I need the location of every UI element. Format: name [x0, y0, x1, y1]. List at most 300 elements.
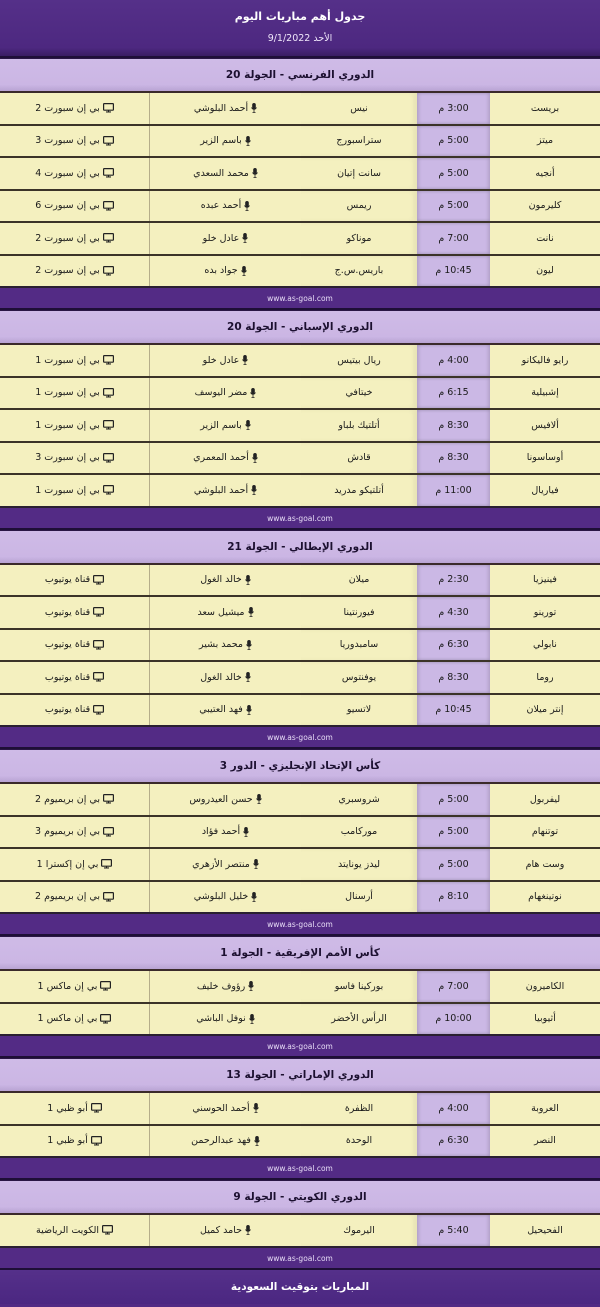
away-team-name: ليدز يونايتد — [338, 858, 380, 870]
match-row — [0, 378, 600, 411]
tv-channel — [0, 817, 150, 848]
away-team — [301, 126, 417, 157]
mic-icon — [245, 672, 251, 682]
home-team-name: ألافيس — [531, 419, 559, 431]
home-team — [490, 662, 600, 693]
commentator — [150, 223, 301, 254]
match-time — [417, 191, 490, 222]
home-team-name: العروبة — [531, 1102, 559, 1114]
match-time-text: 4:30 م — [438, 606, 469, 618]
away-team-name: موركامب — [340, 826, 378, 838]
away-team-name: الرأس الأخضر — [331, 1013, 387, 1025]
channel-name: بي إن سبورت 1 — [35, 354, 100, 366]
channel-name: بي إن بريميوم 3 — [35, 826, 100, 838]
tv-icon — [103, 103, 114, 113]
league-title: الدوري الإيطالي - الجولة 21 — [0, 530, 600, 565]
match-time — [417, 345, 490, 376]
page-title: جدول أهم مباريات اليوم — [234, 10, 366, 23]
commentator — [150, 126, 301, 157]
commentator-name: أحمد البلوشي — [193, 102, 249, 114]
match-time — [417, 565, 490, 596]
away-team-name: خيتافي — [345, 387, 373, 399]
commentator — [150, 597, 301, 628]
match-list — [0, 565, 600, 728]
home-team — [490, 93, 600, 124]
mic-icon — [251, 103, 257, 113]
away-team — [301, 475, 417, 506]
away-team — [301, 410, 417, 441]
tv-channel — [0, 126, 150, 157]
commentator — [150, 93, 301, 124]
match-time-text: 8:10 م — [438, 891, 469, 903]
away-team-name: أتلتيك بلباو — [338, 419, 380, 431]
tv-icon — [103, 388, 114, 398]
match-time-text: 5:00 م — [438, 200, 469, 212]
match-row — [0, 1004, 600, 1037]
match-time-text: 6:30 م — [438, 639, 469, 651]
match-row — [0, 1126, 600, 1159]
home-team-name: إشبيلية — [531, 387, 559, 399]
commentator — [150, 695, 301, 726]
away-team — [301, 1004, 417, 1035]
tv-channel — [0, 475, 150, 506]
away-team-name: اليرموك — [343, 1224, 375, 1236]
away-team — [301, 597, 417, 628]
match-time — [417, 784, 490, 815]
league-section — [0, 1180, 600, 1270]
channel-name: بي إن سبورت 6 — [35, 200, 100, 212]
channel-name: الكويت الرياضية — [35, 1224, 100, 1236]
home-team-name: كليرمون — [528, 200, 562, 212]
match-row — [0, 158, 600, 191]
league-section — [0, 749, 600, 936]
commentator-name: نوفل الباشي — [196, 1013, 246, 1025]
away-team-name: أتلتيكو مدريد — [334, 484, 384, 496]
tv-icon — [103, 420, 114, 430]
tv-icon — [93, 705, 104, 715]
mic-icon — [251, 485, 257, 495]
tv-channel — [0, 1093, 150, 1124]
home-team — [490, 1215, 600, 1246]
match-time-text: 6:30 م — [438, 1135, 469, 1147]
match-time — [417, 475, 490, 506]
commentator-name: محمد السعدي — [193, 167, 249, 179]
commentator-name: باسم الزير — [200, 135, 242, 147]
commentator-name: خالد الغول — [200, 671, 242, 683]
tv-channel — [0, 158, 150, 189]
match-row — [0, 443, 600, 476]
mic-icon — [245, 1225, 251, 1235]
away-team-name: شروسبري — [338, 793, 380, 805]
tv-channel — [0, 695, 150, 726]
match-time — [417, 1093, 490, 1124]
commentator — [150, 849, 301, 880]
home-team — [490, 191, 600, 222]
commentator — [150, 443, 301, 474]
away-team — [301, 378, 417, 409]
channel-name: بي إن سبورت 3 — [35, 135, 100, 147]
tv-icon — [103, 453, 114, 463]
mic-icon — [252, 453, 258, 463]
tv-icon — [101, 859, 112, 869]
tv-channel — [0, 849, 150, 880]
mic-icon — [245, 136, 251, 146]
home-team — [490, 971, 600, 1002]
match-time-text: 5:00 م — [438, 793, 469, 805]
match-list — [0, 345, 600, 508]
away-team — [301, 443, 417, 474]
commentator-name: أحمد البلوشي — [193, 484, 249, 496]
mic-icon — [250, 388, 256, 398]
commentator-name: باسم الزير — [200, 419, 242, 431]
match-time-text: 5:00 م — [438, 826, 469, 838]
away-team-name: باريس.س.ج — [334, 265, 384, 277]
away-team — [301, 93, 417, 124]
home-team — [490, 1126, 600, 1157]
mic-icon — [244, 201, 250, 211]
channel-name: بي إن سبورت 2 — [35, 102, 100, 114]
tv-icon — [103, 136, 114, 146]
tv-channel — [0, 565, 150, 596]
commentator — [150, 1093, 301, 1124]
home-team-name: رايو فاليكانو — [521, 354, 569, 366]
match-time — [417, 378, 490, 409]
mic-icon — [243, 827, 249, 837]
tv-channel — [0, 882, 150, 913]
home-team-name: النصر — [534, 1135, 556, 1147]
mic-icon — [251, 892, 257, 902]
tv-channel — [0, 223, 150, 254]
home-team — [490, 817, 600, 848]
home-team-name: نانت — [536, 232, 554, 244]
match-row — [0, 784, 600, 817]
away-team-name: ريال بيتيس — [337, 354, 381, 366]
commentator-name: أحمد المعمري — [193, 452, 249, 464]
away-team — [301, 223, 417, 254]
tv-channel — [0, 597, 150, 628]
schedule-date: الأحد 9/1/2022 — [267, 33, 333, 44]
away-team — [301, 1126, 417, 1157]
tv-channel — [0, 191, 150, 222]
channel-name: قناة يوتيوب — [44, 574, 91, 586]
mic-icon — [254, 1136, 260, 1146]
mic-icon — [246, 640, 252, 650]
away-team — [301, 565, 417, 596]
away-team-name: موناكو — [346, 232, 372, 244]
match-time — [417, 223, 490, 254]
home-team-name: ميتز — [536, 135, 554, 147]
match-row — [0, 475, 600, 508]
match-time — [417, 256, 490, 287]
match-list — [0, 1215, 600, 1248]
match-time-text: 6:15 م — [438, 387, 469, 399]
tv-channel — [0, 1004, 150, 1035]
home-team-name: وست هام — [525, 858, 565, 870]
league-sections — [0, 58, 600, 1270]
match-row — [0, 223, 600, 256]
site-link[interactable]: www.as-goal.com — [0, 288, 600, 310]
commentator-name: خليل البلوشي — [193, 891, 249, 903]
home-team — [490, 158, 600, 189]
channel-name: بي إن سبورت 2 — [35, 265, 100, 277]
match-row — [0, 1093, 600, 1126]
site-link[interactable]: www.as-goal.com — [0, 1036, 600, 1058]
match-time — [417, 817, 490, 848]
match-time — [417, 410, 490, 441]
commentator-name: جواد بده — [204, 265, 238, 277]
tv-channel — [0, 784, 150, 815]
mic-icon — [249, 1014, 255, 1024]
league-title: الدوري الإماراتي - الجولة 13 — [0, 1058, 600, 1093]
away-team — [301, 971, 417, 1002]
league-section — [0, 530, 600, 750]
channel-name: بي إن سبورت 4 — [35, 167, 100, 179]
match-list — [0, 971, 600, 1036]
home-team-name: إنتر ميلان — [526, 704, 564, 716]
commentator-name: منتصر الأزهري — [192, 858, 250, 870]
channel-name: بي إن ماكس 1 — [37, 980, 98, 992]
mic-icon — [242, 355, 248, 365]
away-team — [301, 630, 417, 661]
channel-name: بي إن ماكس 1 — [37, 1013, 98, 1025]
league-title: الدوري الإسباني - الجولة 20 — [0, 310, 600, 345]
commentator — [150, 630, 301, 661]
channel-name: قناة يوتيوب — [44, 704, 91, 716]
away-team-name: سانت إتيان — [337, 167, 381, 179]
mic-icon — [248, 981, 254, 991]
home-team — [490, 784, 600, 815]
timezone-note: المباريات بتوقيت السعودية — [0, 1270, 600, 1304]
home-team-name: ليفربول — [529, 793, 561, 805]
tv-icon — [103, 485, 114, 495]
away-team-name: ريمس — [346, 200, 372, 212]
match-row — [0, 126, 600, 159]
mic-icon — [253, 1103, 259, 1113]
commentator-name: عادل خلو — [202, 354, 240, 366]
tv-icon — [103, 233, 114, 243]
home-team-name: روما — [536, 671, 554, 683]
match-row — [0, 597, 600, 630]
away-team-name: يوفنتوس — [341, 671, 377, 683]
commentator-name: أحمد عبده — [200, 200, 242, 212]
league-section — [0, 310, 600, 530]
channel-name: بي إن إكسترا 1 — [36, 858, 99, 870]
home-team — [490, 882, 600, 913]
match-time-text: 11:00 م — [435, 484, 472, 496]
home-team — [490, 630, 600, 661]
commentator-name: فهد عبدالرحمن — [191, 1135, 251, 1147]
commentator — [150, 662, 301, 693]
tv-icon — [100, 1014, 111, 1024]
match-time — [417, 93, 490, 124]
commentator-name: أحمد فؤاد — [201, 826, 241, 838]
commentator — [150, 1215, 301, 1246]
tv-icon — [93, 575, 104, 585]
channel-name: قناة يوتيوب — [44, 671, 91, 683]
home-team — [490, 378, 600, 409]
away-team-name: ستراسبورج — [336, 135, 382, 147]
home-team — [490, 597, 600, 628]
channel-name: قناة يوتيوب — [44, 606, 91, 618]
mic-icon — [245, 420, 251, 430]
home-team — [490, 345, 600, 376]
home-team-name: فينيزيا — [533, 574, 557, 586]
league-title: كأس الإتحاد الإنجليزي - الدور 3 — [0, 749, 600, 784]
match-list — [0, 784, 600, 914]
match-row — [0, 191, 600, 224]
away-team-name: أرسنال — [345, 891, 373, 903]
tv-icon — [100, 981, 111, 991]
away-team — [301, 158, 417, 189]
commentator-name: ميشيل سعد — [197, 606, 245, 618]
league-title: الدوري الفرنسي - الجولة 20 — [0, 58, 600, 93]
tv-icon — [103, 892, 114, 902]
match-time — [417, 597, 490, 628]
away-team-name: فيورنتينا — [343, 606, 375, 618]
mic-icon — [241, 266, 247, 276]
mic-icon — [246, 705, 252, 715]
home-team — [490, 126, 600, 157]
away-team-name: لاتسيو — [346, 704, 372, 716]
match-time — [417, 630, 490, 661]
home-team-name: أنجيه — [535, 167, 555, 179]
mic-icon — [253, 859, 259, 869]
match-list — [0, 1093, 600, 1158]
tv-icon — [102, 1225, 113, 1235]
tv-icon — [103, 794, 114, 804]
match-time — [417, 849, 490, 880]
away-team-name: بوركينا فاسو — [334, 980, 384, 992]
match-time-text: 4:00 م — [438, 354, 469, 366]
channel-name: قناة يوتيوب — [44, 639, 91, 651]
away-team — [301, 191, 417, 222]
commentator — [150, 158, 301, 189]
match-time-text: 5:40 م — [438, 1224, 469, 1236]
tv-channel — [0, 971, 150, 1002]
mic-icon — [252, 168, 258, 178]
match-time-text: 8:30 م — [438, 419, 469, 431]
channel-name: بي إن سبورت 3 — [35, 452, 100, 464]
home-team — [490, 256, 600, 287]
match-row — [0, 410, 600, 443]
match-time-text: 3:00 م — [438, 102, 469, 114]
tv-icon — [103, 168, 114, 178]
home-team — [490, 475, 600, 506]
league-section — [0, 1058, 600, 1180]
commentator-name: حسن العيدروس — [189, 793, 253, 805]
match-time-text: 5:00 م — [438, 858, 469, 870]
mic-icon — [242, 233, 248, 243]
tv-channel — [0, 345, 150, 376]
commentator — [150, 1004, 301, 1035]
channel-name: بي إن سبورت 2 — [35, 232, 100, 244]
commentator-name: حامد كميل — [200, 1224, 242, 1236]
tv-icon — [93, 672, 104, 682]
match-list — [0, 93, 600, 288]
commentator-name: رؤوف خليف — [196, 980, 246, 992]
home-team — [490, 849, 600, 880]
site-link[interactable]: www.as-goal.com — [0, 508, 600, 530]
home-team-name: بريست — [530, 102, 560, 114]
league-section — [0, 58, 600, 310]
away-team — [301, 662, 417, 693]
tv-channel — [0, 410, 150, 441]
home-team-name: أثيوبيا — [534, 1013, 556, 1025]
away-team-name: قادش — [347, 452, 371, 464]
match-time — [417, 158, 490, 189]
match-time — [417, 1126, 490, 1157]
commentator — [150, 1126, 301, 1157]
home-team-name: نابولي — [533, 639, 557, 651]
commentator — [150, 784, 301, 815]
commentator-name: أحمد الحوسني — [192, 1102, 250, 1114]
home-team — [490, 223, 600, 254]
site-link[interactable]: www.as-goal.com — [0, 1248, 600, 1270]
away-team-name: سامبدوريا — [339, 639, 379, 651]
away-team — [301, 345, 417, 376]
match-time-text: 4:00 م — [438, 1102, 469, 1114]
tv-channel — [0, 443, 150, 474]
home-team — [490, 1004, 600, 1035]
match-time-text: 10:00 م — [435, 1013, 472, 1025]
tv-channel — [0, 1126, 150, 1157]
commentator — [150, 256, 301, 287]
match-row — [0, 93, 600, 126]
away-team-name: الوحدة — [345, 1135, 373, 1147]
commentator — [150, 191, 301, 222]
league-title: كأس الأمم الإفريقية - الجولة 1 — [0, 936, 600, 971]
channel-name: بي إن بريميوم 2 — [35, 793, 100, 805]
tv-channel — [0, 630, 150, 661]
commentator — [150, 882, 301, 913]
tv-channel — [0, 378, 150, 409]
match-time-text: 10:45 م — [435, 265, 472, 277]
site-link[interactable]: www.as-goal.com — [0, 914, 600, 936]
channel-name: بي إن سبورت 1 — [35, 419, 100, 431]
home-team — [490, 565, 600, 596]
mic-icon — [256, 794, 262, 804]
tv-icon — [103, 201, 114, 211]
channel-name: بي إن سبورت 1 — [35, 484, 100, 496]
commentator — [150, 817, 301, 848]
commentator — [150, 475, 301, 506]
match-time — [417, 443, 490, 474]
site-link[interactable]: www.as-goal.com — [0, 1158, 600, 1180]
tv-icon — [91, 1136, 102, 1146]
match-time — [417, 126, 490, 157]
match-row — [0, 256, 600, 289]
tv-channel — [0, 1215, 150, 1246]
home-team-name: فياريال — [531, 484, 559, 496]
tv-channel — [0, 93, 150, 124]
match-time-text: 10:45 م — [435, 704, 472, 716]
commentator — [150, 565, 301, 596]
home-team — [490, 410, 600, 441]
match-time-text: 8:30 م — [438, 452, 469, 464]
away-team — [301, 849, 417, 880]
site-link[interactable]: www.as-goal.com — [0, 727, 600, 749]
match-row — [0, 345, 600, 378]
home-team-name: ليون — [536, 265, 554, 277]
match-time-text: 8:30 م — [438, 671, 469, 683]
commentator-name: محمد بشير — [199, 639, 243, 651]
home-team — [490, 695, 600, 726]
channel-name: بي إن سبورت 1 — [35, 387, 100, 399]
mic-icon — [248, 607, 254, 617]
commentator — [150, 345, 301, 376]
tv-icon — [93, 607, 104, 617]
away-team — [301, 256, 417, 287]
